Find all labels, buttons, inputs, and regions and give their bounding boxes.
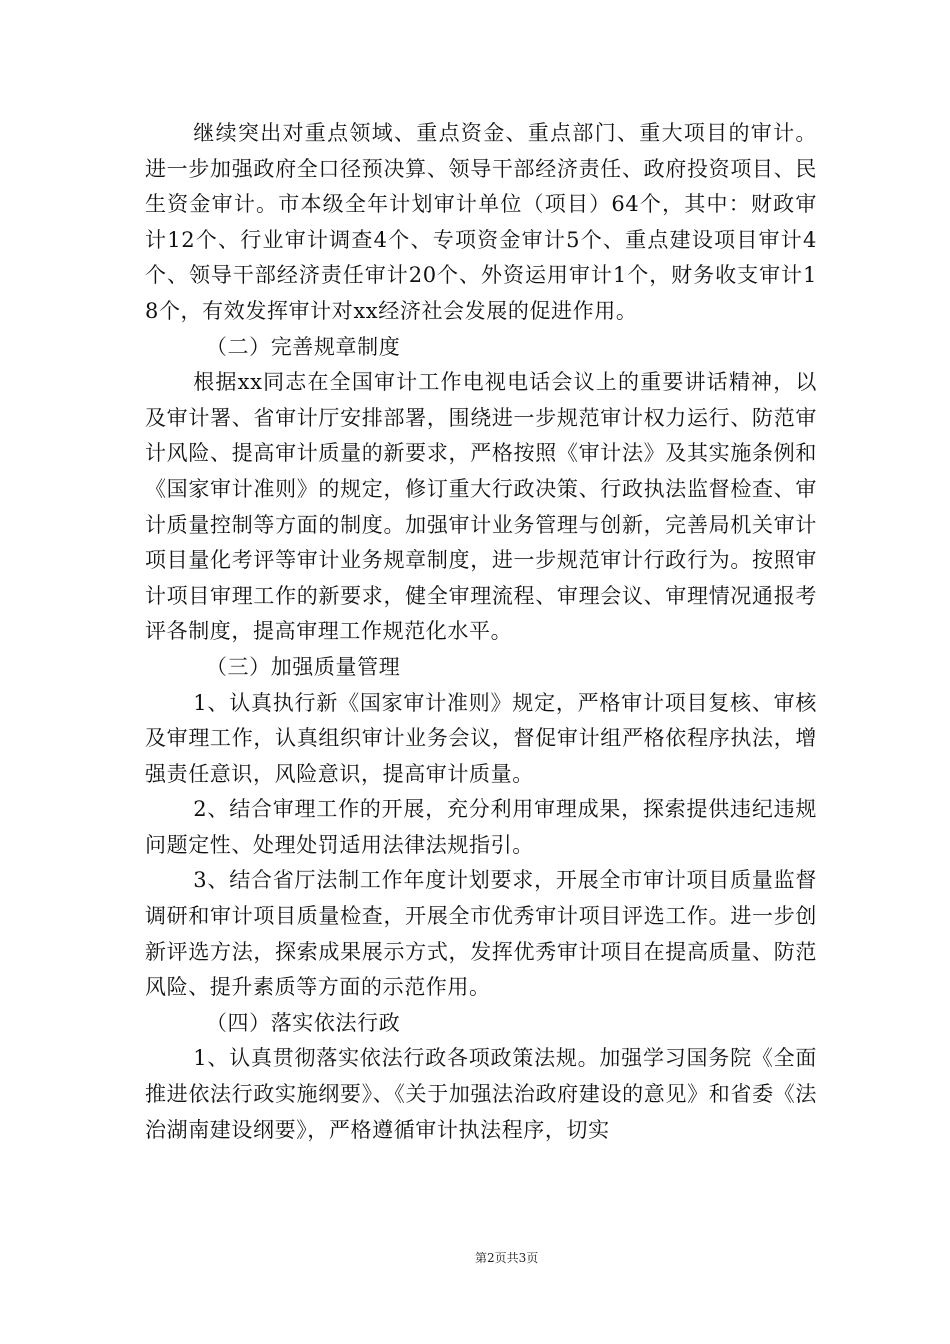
paragraph-law-1: 1、认真贯彻落实依法行政各项政策法规。加强学习国务院《全面推进依法行政实施纲要》、《关于加强法治政府建设的意见》和省委《法治湖南建设纲要》，严格遵循审计执法程序，切实 <box>145 1046 817 1142</box>
section-heading-quality: （三）加强质量管理 <box>205 654 401 679</box>
section-heading-law: （四）落实依法行政 <box>205 1010 401 1035</box>
paragraph-quality-3: 3、结合省厅法制工作年度计划要求，开展全市审计项目质量监督调研和审计项目质量检查，开展全市优秀审计项目评选工作。进一步创新评选方法，探索成果展示方式，发挥优秀审计项目在提高质量、防范风险、提升素质等方面的示范作用。 <box>145 868 817 1000</box>
page-footer: 第2页共3页 <box>475 1251 539 1265</box>
paragraph-quality-1: 1、认真执行新《国家审计准则》规定，严格审计项目复核、审核及审理工作，认真组织审计业务会议，督促审计组严格依程序执法，增强责任意识，风险意识，提高审计质量。 <box>145 690 817 786</box>
paragraph-quality-2: 2、结合审理工作的开展，充分利用审理成果，探索提供违纪违规问题定性、处理处罚适用法律法规指引。 <box>145 797 817 857</box>
paragraph-audit-focus: 继续突出对重点领域、重点资金、重点部门、重大项目的审计。进一步加强政府全口径预决算、领导干部经济责任、政府投资项目、民生资金审计。市本级全年计划审计单位（项目）64个，其中：财政审计12个、行业审计调查4个、专项资金审计5个、重点建设项目审计4个、领导干部经济责任审计20个、外资运用审计1个，财务收支审计18个，有效发挥审计对xx经济社会发展的促进作用。 <box>145 121 817 323</box>
document-body <box>145 116 817 1148</box>
paragraph-rules: 根据xx同志在全国审计工作电视电话会议上的重要讲话精神，以及审计署、省审计厅安排部署，围绕进一步规范审计权力运行、防范审计风险、提高审计质量的新要求，严格按照《审计法》及其实施条例和《国家审计准则》的规定，修订重大行政决策、行政执法监督检查、审计质量控制等方面的制度。加强审计业务管理与创新，完善局机关审计项目量化考评等审计业务规章制度，进一步规范审计行政行为。按照审计项目审理工作的新要求，健全审理流程、审理会议、审理情况通报考评各制度，提高审理工作规范化水平。 <box>145 370 817 644</box>
section-heading-rules: （二）完善规章制度 <box>205 334 401 359</box>
